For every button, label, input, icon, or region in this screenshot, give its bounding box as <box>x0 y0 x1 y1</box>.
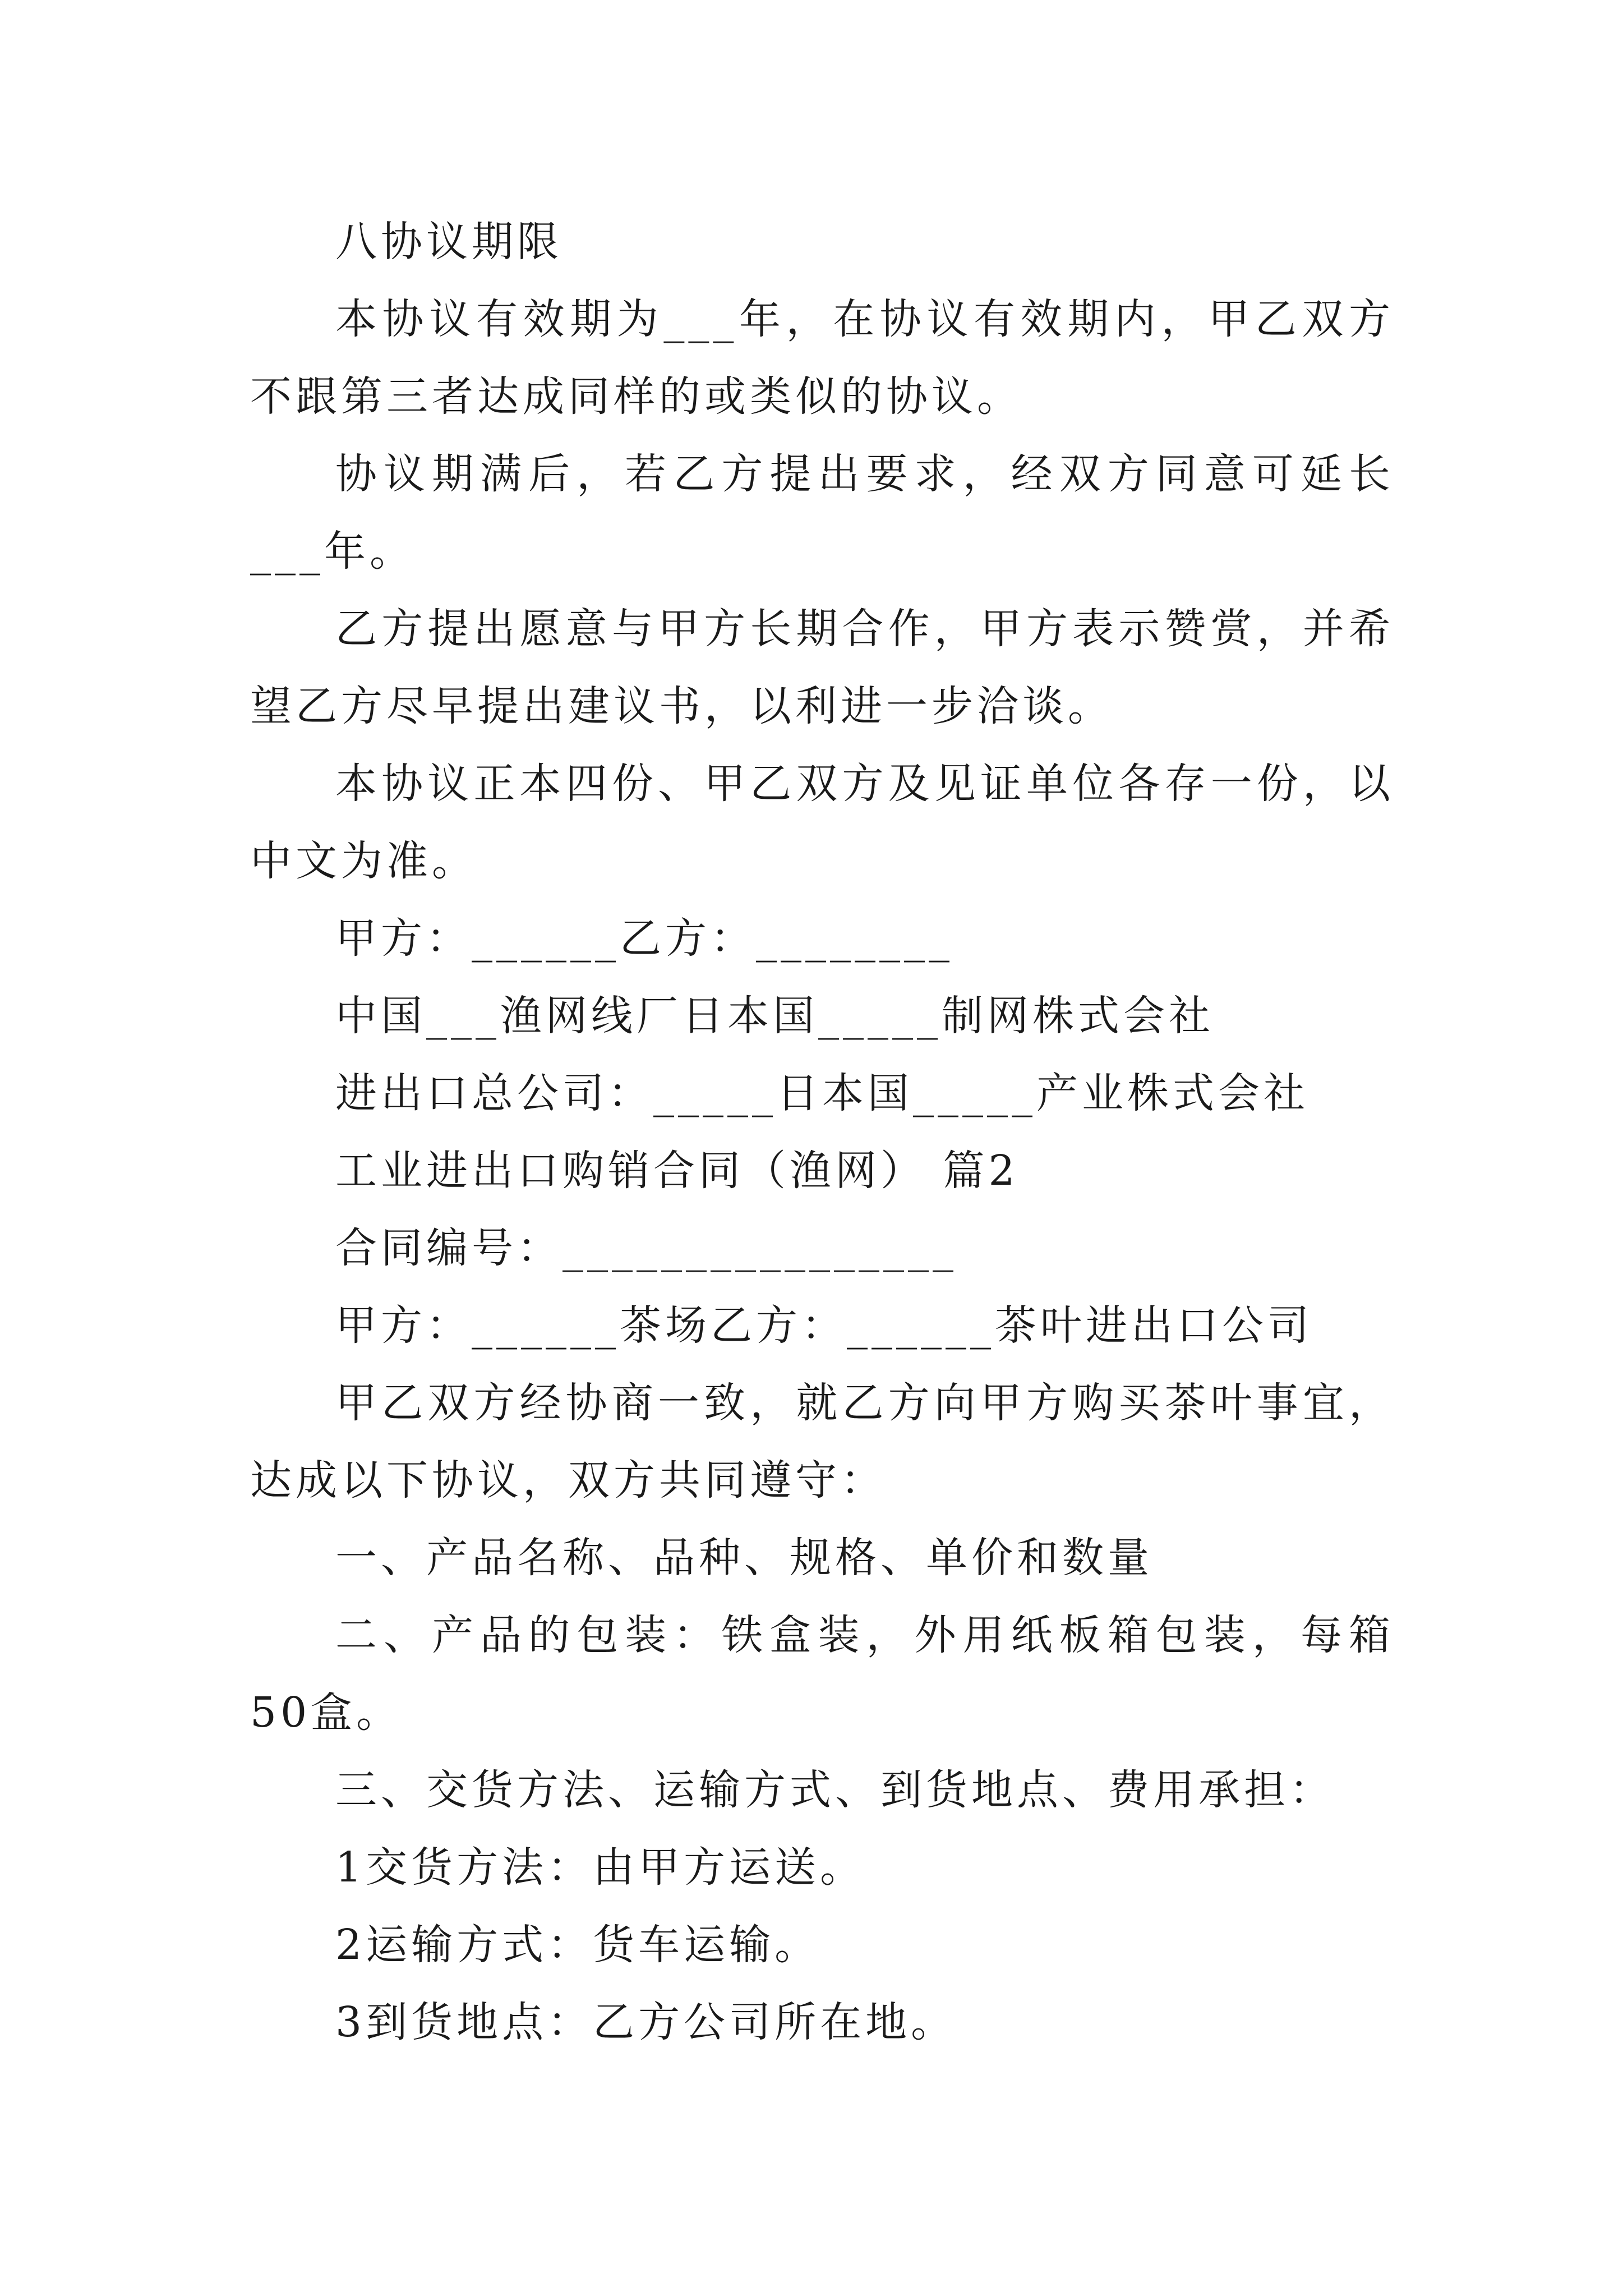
paragraph-cooperation: 乙方提出愿意与甲方长期合作，甲方表示赞赏，并希望乙方尽早提出建议书，以利进一步洽谈。 <box>250 605 1394 730</box>
contract-title: 工业进出口购销合同（渔网） 篇2 <box>335 1147 1019 1195</box>
signature-parties: 甲方：______乙方：________ <box>335 914 953 963</box>
paragraph-copies: 本协议正本四份、甲乙双方及见证单位各存一份，以中文为准。 <box>250 760 1394 885</box>
document-body <box>250 203 1394 2061</box>
clause-3: 三、交货方法、运输方式、到货地点、费用承担： <box>335 1766 1335 1814</box>
contract-parties: 甲方：______茶场乙方：______茶叶进出口公司 <box>335 1301 1313 1350</box>
paragraph-extension: 协议期满后，若乙方提出要求，经双方同意可延长___年。 <box>250 450 1394 576</box>
section-heading-term: 八协议期限 <box>335 218 562 266</box>
paragraph-validity: 本协议有效期为___年，在协议有效期内，甲乙双方不跟第三者达成同样的或类似的协议。 <box>250 295 1394 421</box>
signature-line-1: 中国___渔网线厂日本国_____制网株式会社 <box>335 992 1214 1040</box>
clause-1: 一、产品名称、品种、规格、单价和数量 <box>335 1534 1153 1582</box>
clause-2: 二、产品的包装：铁盒装，外用纸板箱包装，每箱50盒。 <box>250 1611 1394 1737</box>
clause-3-item-2: 2运输方式：货车运输。 <box>335 1921 820 1969</box>
clause-3-item-1: 1交货方法：由甲方运送。 <box>335 1843 866 1892</box>
signature-line-2: 进出口总公司：_____日本国_____产业株式会社 <box>335 1069 1309 1117</box>
paragraph-agreement: 甲乙双方经协商一致，就乙方向甲方购买茶叶事宜，达成以下协议，双方共同遵守： <box>250 1379 1394 1504</box>
contract-number: 合同编号：________________ <box>335 1224 957 1272</box>
clause-3-item-3: 3到货地点：乙方公司所在地。 <box>335 1998 957 2046</box>
